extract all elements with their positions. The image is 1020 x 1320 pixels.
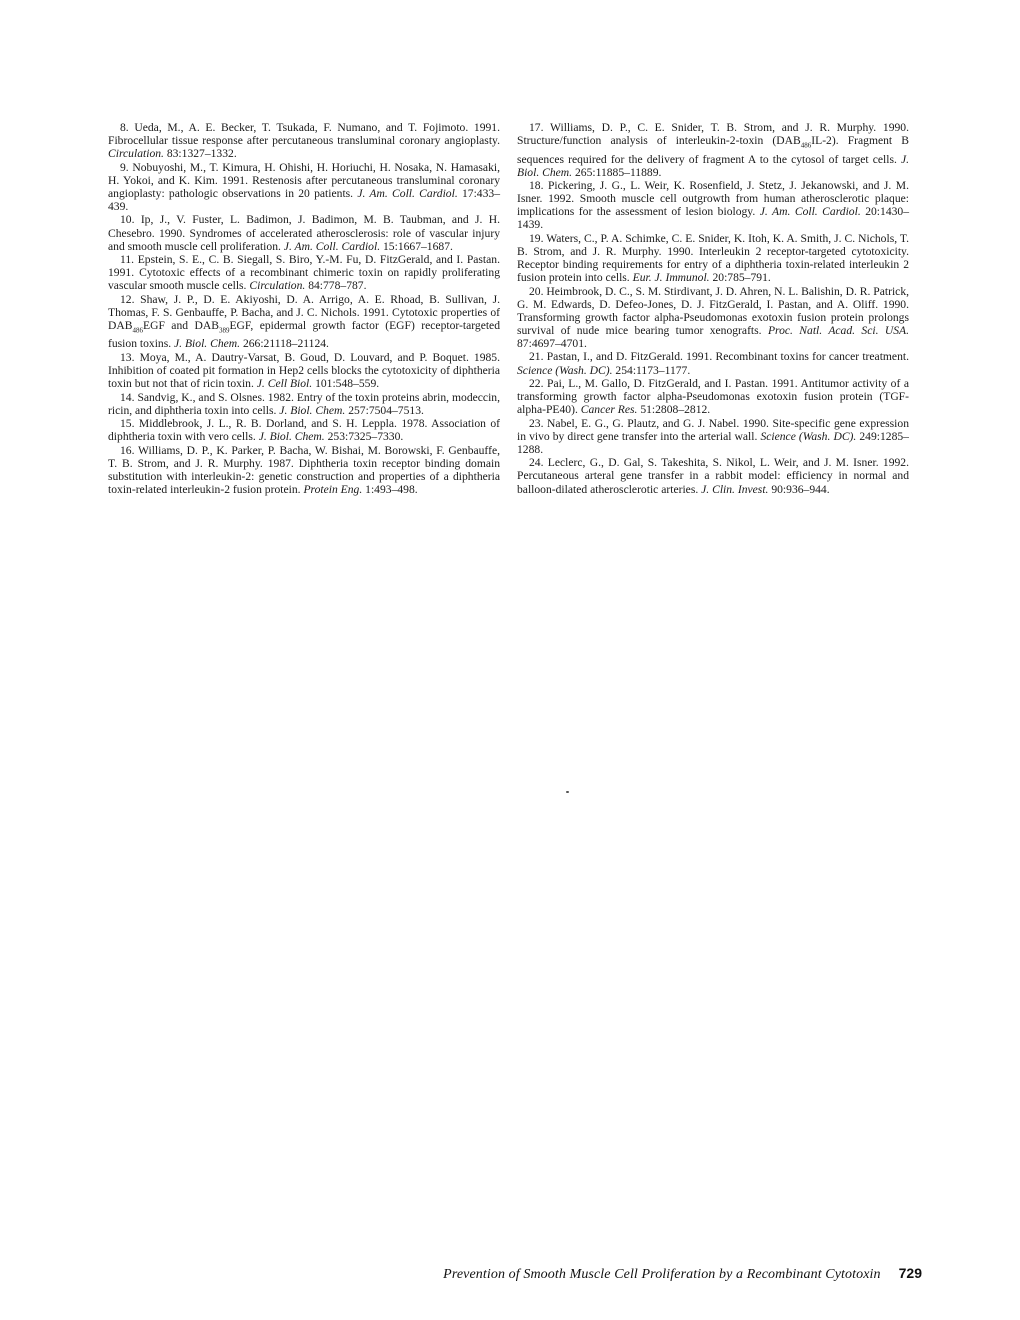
reference-item: 13. Moya, M., A. Dautry-Varsat, B. Goud, D. Louvard, and P. Boquet. 1985. Inhibition of coated pit formation in Hep2 cells blocks the cytotoxicity of diphtheria toxin but not that of ricin toxin. J. Cell Biol. 101:548–559. <box>108 350 500 391</box>
reference-item: 9. Nobuyoshi, M., T. Kimura, H. Ohishi, H. Horiuchi, H. Nosaka, N. Hamasaki, H. Yokoi, and K. Kim. 1991. Restenosis after percutaneous transluminal coronary angioplasty: pathologic observations in 20 patients. J. Am. Coll. Cardiol. 17:433–439. <box>108 160 500 213</box>
scan-artifact-dot <box>566 791 569 793</box>
running-title: Prevention of Smooth Muscle Cell Proliferation by a Recombinant Cytotoxin <box>443 1267 881 1282</box>
reference-item: 24. Leclerc, G., D. Gal, S. Takeshita, S. Nikol, L. Weir, and J. M. Isner. 1992. Percutaneous arteral gene transfer in a rabbit model: efficiency in normal and balloon-dilated atherosclerotic arteries. J. Clin. Invest. 90:936–944. <box>517 456 909 496</box>
reference-item: 11. Epstein, S. E., C. B. Siegall, S. Biro, Y.-M. Fu, D. FitzGerald, and I. Pastan. 1991. Cytotoxic effects of a recombinant chimeric toxin on rapidly proliferating vascular smooth muscle cells. Circulation. 84:778–787. <box>108 253 500 293</box>
reference-item: 15. Middlebrook, J. L., R. B. Dorland, and S. H. Leppla. 1978. Association of diphtheria toxin with vero cells. J. Biol. Chem. 253:7325–7330. <box>108 417 500 444</box>
reference-item: 14. Sandvig, K., and S. Olsnes. 1982. Entry of the toxin proteins abrin, modeccin, ricin, and diphtheria toxin into cells. J. Biol. Chem. 257:7504–7513. <box>108 390 500 417</box>
reference-item: 10. Ip, J., V. Fuster, L. Badimon, J. Badimon, M. B. Taubman, and J. H. Chesebro. 1990. Syndromes of accelerated atherosclerosis: role of vascular injury and smooth muscle cell proliferation. J. Am. Coll. Cardiol. 15:1667–1687. <box>108 213 500 253</box>
reference-item: 22. Pai, L., M. Gallo, D. FitzGerald, and I. Pastan. 1991. Antitumor activity of a transforming growth factor alpha-Pseudomonas exotoxin fusion protein (TGF-alpha-PE40). Cancer Res. 51:2808–2812. <box>517 377 909 417</box>
page-number: 729 <box>898 1265 922 1281</box>
reference-item: 8. Ueda, M., A. E. Becker, T. Tsukada, F. Numano, and T. Fojimoto. 1991. Fibrocellular tissue response after percutaneous transluminal coronary angioplasty. Circulation. 83:1327–1332. <box>108 121 500 161</box>
reference-item: 20. Heimbrook, D. C., S. M. Stirdivant, J. D. Ahren, N. L. Balishin, D. R. Patrick, G. M. Edwards, D. Defeo-Jones, D. J. FitzGerald, I. Pastan, and A. Oliff. 1990. Transforming growth factor alpha-Pseudomonas exotoxin fusion protein prolongs survival of nude mice bearing tumor xenografts. Proc. Natl. Acad. Sci. USA. 87:4697–4701. <box>517 284 910 350</box>
reference-item: 21. Pastan, I., and D. FitzGerald. 1991. Recombinant toxins for cancer treatment. Science (Wash. DC). 254:1173–1177. <box>517 350 909 377</box>
reference-item: 23. Nabel, E. G., G. Plautz, and G. J. Nabel. 1990. Site-specific gene expression in vivo by direct gene transfer into the arterial wall. Science (Wash. DC). 249:1285–1288. <box>517 416 909 456</box>
references-left-column <box>108 121 500 496</box>
reference-item: 18. Pickering, J. G., L. Weir, K. Rosenfield, J. Stetz, J. Jekanowski, and J. M. Isner. 1992. Smooth muscle cell outgrowth from human atherosclerotic plaque: implications for the assessment of lesion biology. J. Am. Coll. Cardiol. 20:1430–1439. <box>517 179 910 232</box>
reference-item: 12. Shaw, J. P., D. E. Akiyoshi, D. A. Arrigo, A. E. Rhoad, B. Sullivan, J. Thomas, F. S. Genbauffe, P. Bacha, and J. C. Nichols. 1991. Cytotoxic properties of $DAB_{486}EGF$ and $DAB_{389}EGF$, epidermal growth factor (EGF) receptor-targeted fusion toxins. J. Biol. Chem. 266:21118–21124. <box>108 292 500 351</box>
reference-item: 17. Williams, D. P., C. E. Snider, T. B. Strom, and J. R. Murphy. 1990. Structure/function analysis of interleukin-2-toxin $(DAB_{486}IL-2)$. Fragment B sequences required for the delivery of fragment A to the cytosol of target cells. J. Biol. Chem. 265:11885–11889. <box>517 121 910 179</box>
page-footer <box>360 1265 922 1283</box>
reference-item: 19. Waters, C., P. A. Schimke, C. E. Snider, K. Itoh, K. A. Smith, J. C. Nichols, T. B. Strom, and J. R. Murphy. 1990. Interleukin 2 receptor-targeted cytotoxicity. Receptor binding requirements for entry of a diphtheria toxin-related interleukin 2 fusion protein into cells. Eur. J. Immunol. 20:785–791. <box>517 231 909 285</box>
reference-item: 16. Williams, D. P., K. Parker, P. Bacha, W. Bishai, M. Borowski, F. Genbauffe, T. B. Strom, and J. R. Murphy. 1987. Diphtheria toxin receptor binding domain substitution with interleukin-2: genetic construction and properties of a diphtheria toxin-related interleukin-2 fusion protein. Protein Eng. 1:493–498. <box>108 443 500 496</box>
references-right-column <box>517 121 909 496</box>
